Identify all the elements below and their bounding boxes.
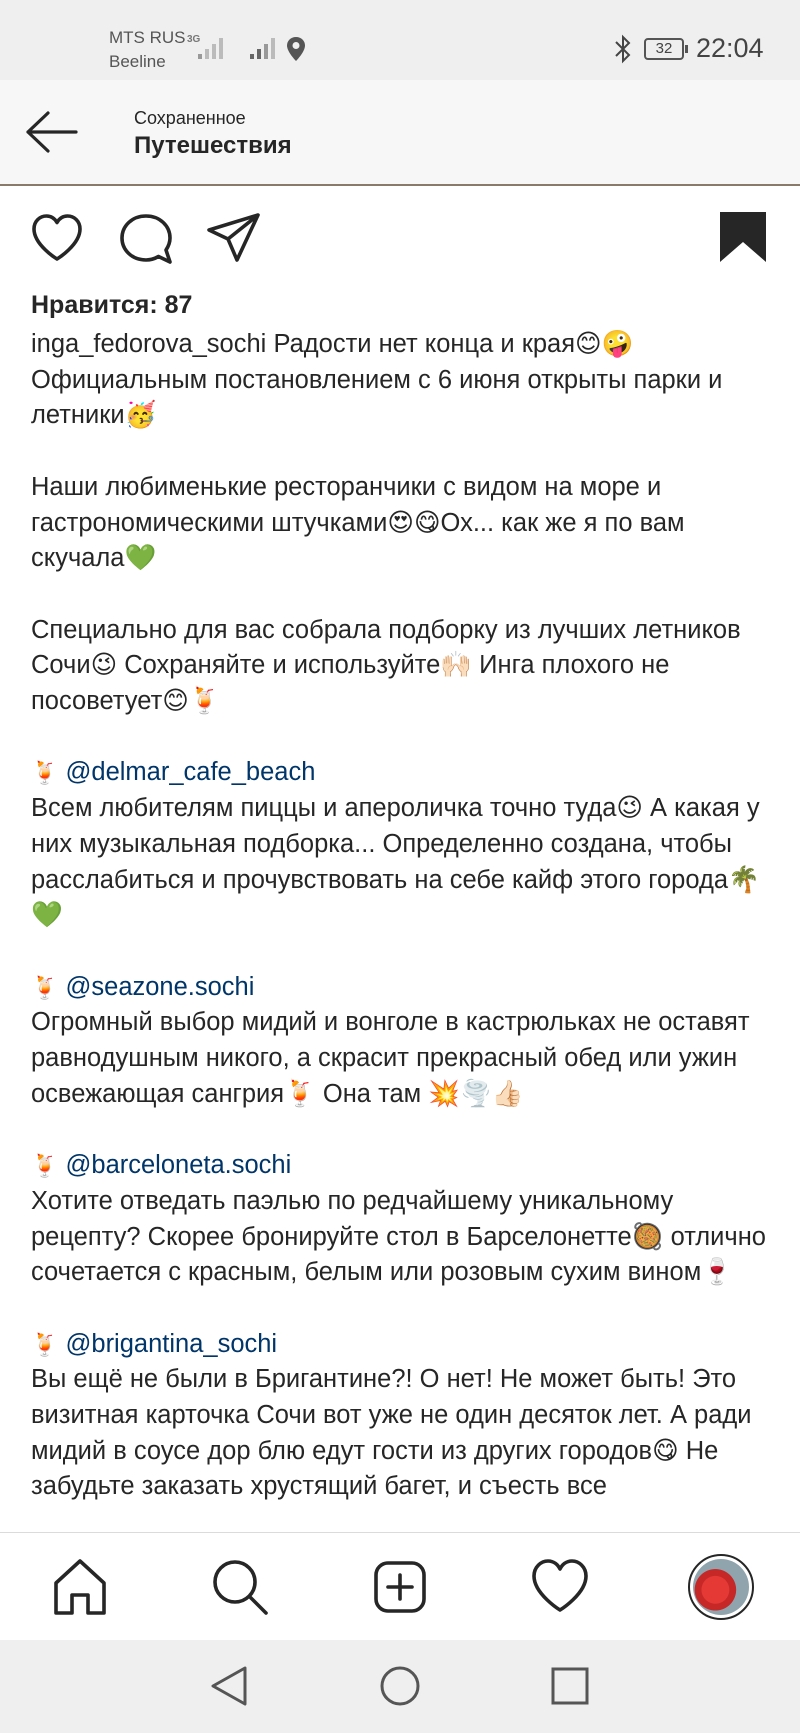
list-item-text: Огромный выбор мидий и вонголе в кастрюльках не оставят равнодушным никого, а скрасит прекрасный обед или ужин освежающая сангрия🍹 Она там 💥🌪️👍🏻 <box>31 1008 750 1108</box>
caption-paragraph: Специально для вас собрала подборку из лучших летников Сочи😉 Сохраняйте и используйте🙌🏻 Инга плохого не посоветует😊🍹 <box>31 615 741 715</box>
square-recent-icon[interactable] <box>548 1662 592 1710</box>
bookmark-filled-icon[interactable] <box>715 209 771 265</box>
cocktail-icon: 🍹 <box>31 974 59 1000</box>
mention-link[interactable]: @barceloneta.sochi <box>65 1151 292 1180</box>
battery-indicator: 32 <box>644 38 684 60</box>
heart-icon[interactable] <box>29 211 85 267</box>
bluetooth-icon <box>613 34 633 64</box>
list-item-text: Всем любителям пиццы и апероличка точно туда😉 А какая у них музыкальная подборка... Определенно создана, чтобы расслабиться и прочувствовать на себе кайф этого города🌴💚 <box>31 794 760 930</box>
post-caption <box>31 327 781 1505</box>
carrier-secondary: Beeline <box>109 52 166 71</box>
profile-avatar[interactable] <box>688 1554 754 1620</box>
mention-link[interactable]: @seazone.sochi <box>65 972 255 1001</box>
post-actions <box>0 205 800 275</box>
header-subtitle: Сохраненное <box>134 108 246 128</box>
arrow-left-icon[interactable] <box>24 110 80 154</box>
network-type: 3G <box>187 34 201 45</box>
caption-paragraph: Наши любименькие ресторанчики с видом на море и гастрономическими штучками😍😋Ох... как же я по вам скучала💚 <box>31 472 685 573</box>
location-icon <box>286 36 306 62</box>
author-username[interactable]: inga_fedorova_sochi <box>31 330 267 358</box>
list-item <box>31 1327 781 1363</box>
page-title: Путешествия <box>134 132 292 159</box>
mention-link[interactable]: @brigantina_sochi <box>65 1329 278 1358</box>
add-post-icon[interactable] <box>368 1555 432 1619</box>
signal-icon <box>249 36 279 60</box>
cocktail-icon: 🍹 <box>31 1153 59 1179</box>
status-bar <box>0 0 800 80</box>
carrier-info <box>109 26 186 74</box>
clock: 22:04 <box>696 33 764 63</box>
mention-link[interactable]: @delmar_cafe_beach <box>65 758 316 787</box>
list-item <box>31 755 781 791</box>
list-item-text: Хотите отведать паэлью по редчайшему уникальному рецепту? Скорее бронируйте стол в Барселонетте🥘 отлично сочетается с красным, белым или розовым сухим вином🍷 <box>31 1186 766 1287</box>
cocktail-icon: 🍹 <box>31 1331 59 1357</box>
heart-icon[interactable] <box>528 1555 592 1619</box>
likes-count[interactable]: Нравится: 87 <box>31 291 193 319</box>
list-item-text: Вы ещё не были в Бригантине?! О нет! Не может быть! Это визитная карточка Сочи вот уже не один десяток лет. А ради мидий в соусе дор блю едут гости из других городов😋 Не забудьте заказать хрустящий багет, и съесть все <box>31 1365 752 1501</box>
bottom-navigation <box>0 1532 800 1640</box>
signal-icon <box>196 36 230 60</box>
cocktail-icon: 🍹 <box>31 760 59 786</box>
system-navigation <box>0 1640 800 1733</box>
search-icon[interactable] <box>208 1555 272 1619</box>
carrier-primary: MTS RUS <box>109 28 186 47</box>
caption-intro-text: Радости нет конца и края😊🤪 Официальным постановлением с 6 июня открыты парки и летники🥳 <box>31 330 723 430</box>
home-icon[interactable] <box>48 1555 112 1619</box>
circle-home-icon[interactable] <box>378 1662 422 1710</box>
comment-icon[interactable] <box>118 211 174 267</box>
list-item <box>31 1148 781 1184</box>
top-header <box>0 80 800 186</box>
triangle-back-icon[interactable] <box>207 1662 251 1710</box>
list-item <box>31 970 781 1006</box>
paper-plane-icon[interactable] <box>206 211 262 267</box>
caption-intro <box>31 327 781 434</box>
